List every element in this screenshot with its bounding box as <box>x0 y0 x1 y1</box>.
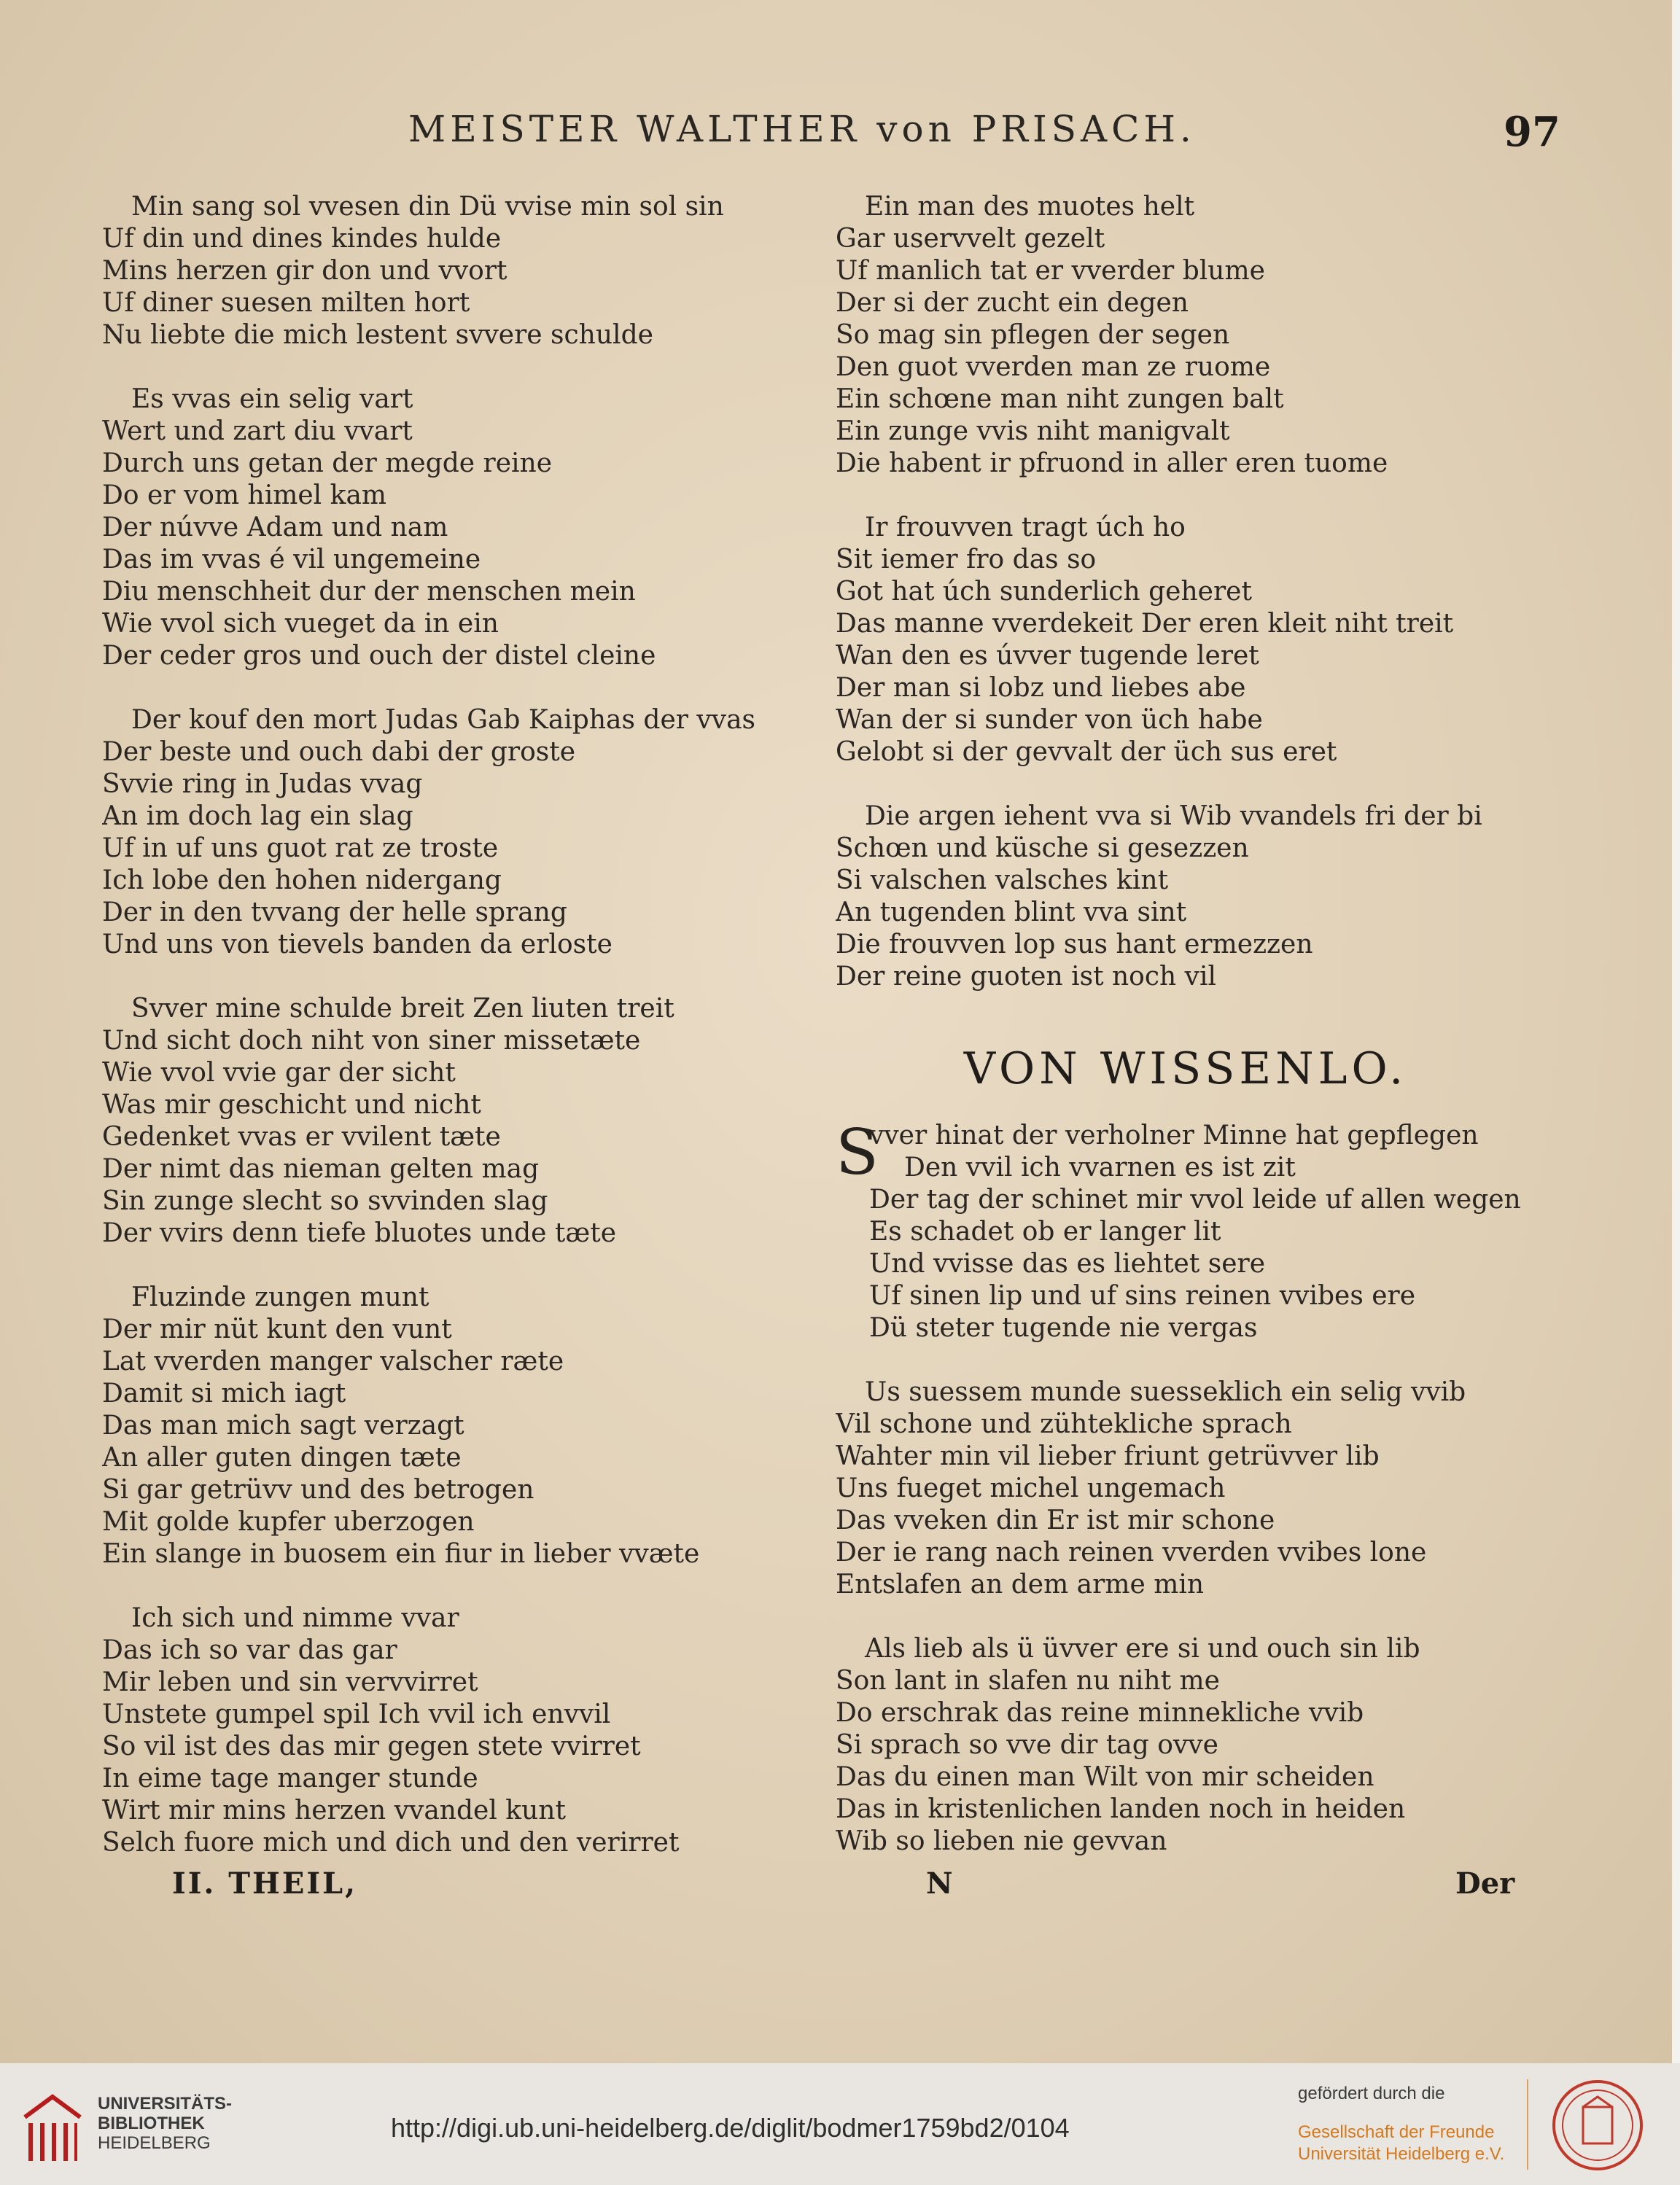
page-number: 97 <box>1504 108 1560 156</box>
stanza <box>102 993 831 1250</box>
footer-bar <box>0 2063 1680 2185</box>
verse-line: Si sprach so vve dir tag ovve <box>836 1730 1218 1760</box>
verse-line: Got hat úch sunderlich geheret <box>836 577 1252 607</box>
footer-divider <box>1527 2079 1528 2170</box>
stanza <box>836 512 1565 768</box>
verse-line: Diu menschheit dur der menschen mein <box>102 577 636 607</box>
library-name-line1: UNIVERSITÄTS- <box>98 2094 233 2114</box>
verse-line: Der ceder gros und ouch der distel cleine <box>102 641 656 671</box>
sponsor-name <box>1298 2122 1504 2165</box>
verse-line: Sit iemer fro das so <box>836 545 1097 575</box>
right-stanzas-top <box>836 191 1565 993</box>
left-column <box>102 191 831 1891</box>
verse-line: So vil ist des das mir gegen stete vvirret <box>102 1732 641 1761</box>
gathering-label: II. THEIL, <box>172 1866 358 1901</box>
sponsor-name-line2: Universität Heidelberg e.V. <box>1298 2144 1505 2164</box>
verse-line: Ich lobe den hohen nidergang <box>102 865 502 895</box>
verse-line: Die argen iehent vva si Wib vvandels fri der bi <box>865 801 1482 831</box>
verse-line: Den vvil ich vvarnen es ist zit <box>904 1153 1296 1183</box>
verse-line: Wirt mir mins herzen vvandel kunt <box>102 1796 566 1826</box>
verse-line: Wie vvol vvie gar der sicht <box>102 1058 456 1088</box>
library-logo-icon <box>18 2088 88 2168</box>
verse-line: Und vvisse das es liehtet sere <box>869 1249 1266 1279</box>
verse-line: Mit golde kupfer uberzogen <box>102 1507 475 1537</box>
verse-line: Wie vvol sich vueget da in ein <box>102 609 499 639</box>
verse-line: Si gar getrüvv und des betrogen <box>102 1475 534 1505</box>
verse-line: Das ich so var das gar <box>102 1635 397 1665</box>
verse-line: Das in kristenlichen landen noch in heiden <box>836 1794 1406 1824</box>
verse-line: Es schadet ob er langer lit <box>869 1217 1221 1247</box>
verse-line: Sin zunge slecht so svvinden slag <box>102 1186 548 1216</box>
stanza <box>102 383 831 672</box>
library-name <box>98 2094 232 2153</box>
verse-line: Das vveken din Er ist mir schone <box>836 1506 1275 1535</box>
verse-line: Was mir geschicht und nicht <box>102 1090 481 1120</box>
verse-line: Wert und zart diu vvart <box>102 416 413 446</box>
right-column <box>836 191 1565 1890</box>
catchword-row <box>0 1866 1672 1910</box>
stanza <box>102 704 831 961</box>
verse-line: Ir frouvven tragt úch ho <box>865 513 1186 542</box>
stanza <box>102 191 831 351</box>
verse-line: Entslafen an dem arme min <box>836 1570 1205 1600</box>
verse-line: Gedenket vvas er vvilent tæte <box>102 1122 501 1152</box>
verse-line: Lat vverden manger valscher ræte <box>102 1347 564 1376</box>
verse-line: Dü steter tugende nie vergas <box>869 1313 1258 1343</box>
verse-line: Und uns von tievels banden da erloste <box>102 930 612 959</box>
verse-line: Svver mine schulde breit Zen liuten treit <box>131 994 674 1024</box>
verse-line: An im doch lag ein slag <box>102 801 413 831</box>
verse-line: Wahter min vil lieber friunt getrüvver lib <box>836 1441 1380 1471</box>
sponsor-label: gefördert durch die <box>1298 2084 1445 2103</box>
verse-line: Ein slange in buosem ein fiur in lieber vvæte <box>102 1539 700 1569</box>
stanza <box>102 1602 831 1859</box>
verse-line: Ein man des muotes helt <box>865 192 1195 222</box>
verse-line: An aller guten dingen tæte <box>102 1443 462 1473</box>
verse-line: Si valschen valsches kint <box>836 865 1169 895</box>
verse-line: Wan der si sunder von üch habe <box>836 705 1263 735</box>
verse-line: Gelobt si der gevvalt der üch sus eret <box>836 737 1337 767</box>
verse-line: Do erschrak das reine minnekliche vvib <box>836 1698 1364 1728</box>
verse-line: Uf sinen lip und uf sins reinen vvibes ere <box>869 1281 1416 1311</box>
verse-line: Der vvirs denn tiefe bluotes unde tæte <box>102 1218 617 1248</box>
verse-line: Gar uservvelt gezelt <box>836 224 1105 254</box>
verse-line: Der mir nüt kunt den vunt <box>102 1314 452 1344</box>
verse-line: Do er vom himel kam <box>102 480 387 510</box>
verse-line: Der si der zucht ein degen <box>836 288 1189 318</box>
university-seal-icon <box>1550 2078 1645 2173</box>
verse-line: An tugenden blint vva sint <box>836 897 1187 927</box>
verse-line: In eime tage manger stunde <box>102 1764 478 1793</box>
verse-line: Der man si lobz und liebes abe <box>836 673 1246 703</box>
verse-line: Ich sich und nimme vvar <box>131 1603 459 1633</box>
verse-line: Uf in uf uns guot rat ze troste <box>102 833 499 863</box>
verse-line: Uf diner suesen milten hort <box>102 288 470 318</box>
verse-line: Das im vvas é vil ungemeine <box>102 545 481 575</box>
verse-line: Und sicht doch niht von siner missetæte <box>102 1026 641 1056</box>
verse-line: Son lant in slafen nu niht me <box>836 1666 1220 1696</box>
stanza <box>102 1282 831 1570</box>
verse-line: Ein schœne man niht zungen balt <box>836 384 1284 414</box>
running-title: MEISTER WALTHER von PRISACH. <box>408 108 1196 150</box>
permalink-url[interactable]: http://digi.ub.uni-heidelberg.de/diglit/bodmer1759bd2/0104 <box>391 2113 1070 2143</box>
stanza <box>836 1376 1565 1601</box>
verse-line: Es vvas ein selig vart <box>131 384 413 414</box>
verse-line: Mins herzen gir don und vvort <box>102 256 508 286</box>
verse-line: Us suessem munde suesseklich ein selig vvib <box>865 1377 1466 1407</box>
verse-line: Der kouf den mort Judas Gab Kaiphas der vvas <box>131 705 756 735</box>
verse-line: Den guot vverden man ze ruome <box>836 352 1271 382</box>
verse-line: vver hinat der verholner Minne hat gepflegen <box>869 1121 1479 1150</box>
verse-line: Als lieb als ü üvver ere si und ouch sin lib <box>865 1634 1420 1664</box>
verse-line: Der beste und ouch dabi der groste <box>102 737 576 767</box>
verse-line: Ein zunge vvis niht manigvalt <box>836 416 1230 446</box>
section-heading: VON WISSENLO. <box>963 1043 1408 1094</box>
verse-line: Svvie ring in Judas vvag <box>102 769 423 799</box>
verse-line: Fluzinde zungen munt <box>131 1282 429 1312</box>
verse-line: Selch fuore mich und dich und den verirret <box>102 1828 680 1858</box>
verse-line: Min sang sol vvesen din Dü vvise min sol sin <box>131 192 724 222</box>
verse-line: Wib so lieben nie gevvan <box>836 1826 1167 1856</box>
verse-line: Der tag der schinet mir vvol leide uf allen wegen <box>869 1185 1521 1215</box>
verse-line: Unstete gumpel spil Ich vvil ich envvil <box>102 1699 611 1729</box>
verse-line: Das manne vverdekeit Der eren kleit niht treit <box>836 609 1454 639</box>
sponsor-name-line1: Gesellschaft der Freunde <box>1298 2122 1495 2142</box>
library-name-line2: BIBLIOTHEK <box>98 2114 205 2133</box>
stanza <box>836 801 1565 993</box>
verse-line: Der nimt das nieman gelten mag <box>102 1154 540 1184</box>
verse-line: Uf din und dines kindes hulde <box>102 224 502 254</box>
verse-line: Mir leben und sin vervvirret <box>102 1667 478 1697</box>
stanza <box>836 191 1565 480</box>
verse-line: Uf manlich tat er vverder blume <box>836 256 1265 286</box>
verse-line: Nu liebte die mich lestent svvere schulde <box>102 320 653 350</box>
stanza-with-dropcap <box>836 1116 1565 1344</box>
verse-line: So mag sin pflegen der segen <box>836 320 1230 350</box>
page-edge <box>1672 0 1680 2063</box>
verse-line: Das du einen man Wilt von mir scheiden <box>836 1762 1374 1792</box>
library-name-line3: HEIDELBERG <box>98 2133 211 2153</box>
verse-line: Die frouvven lop sus hant ermezzen <box>836 930 1313 959</box>
verse-line: Durch uns getan der megde reine <box>102 448 553 478</box>
dropcap-letter: S <box>836 1116 879 1189</box>
catchword: Der <box>1455 1866 1515 1901</box>
stanza <box>836 1633 1565 1858</box>
verse-line: Der núvve Adam und nam <box>102 513 448 542</box>
signature-mark: N <box>926 1866 953 1901</box>
right-stanzas-bottom <box>836 1116 1565 1858</box>
verse-line: Damit si mich iagt <box>102 1379 346 1409</box>
verse-line: Uns fueget michel ungemach <box>836 1473 1226 1503</box>
verse-line: Vil schone und zühtekliche sprach <box>836 1409 1292 1439</box>
verse-line: Der in den tvvang der helle sprang <box>102 897 567 927</box>
verse-line: Die habent ir pfruond in aller eren tuome <box>836 448 1388 478</box>
verse-line: Der reine guoten ist noch vil <box>836 962 1216 992</box>
verse-line: Das man mich sagt verzagt <box>102 1411 464 1441</box>
verse-line: Schœn und küsche si gesezzen <box>836 833 1249 863</box>
verse-line: Wan den es úvver tugende leret <box>836 641 1259 671</box>
verse-line: Der ie rang nach reinen vverden vvibes lone <box>836 1538 1427 1567</box>
